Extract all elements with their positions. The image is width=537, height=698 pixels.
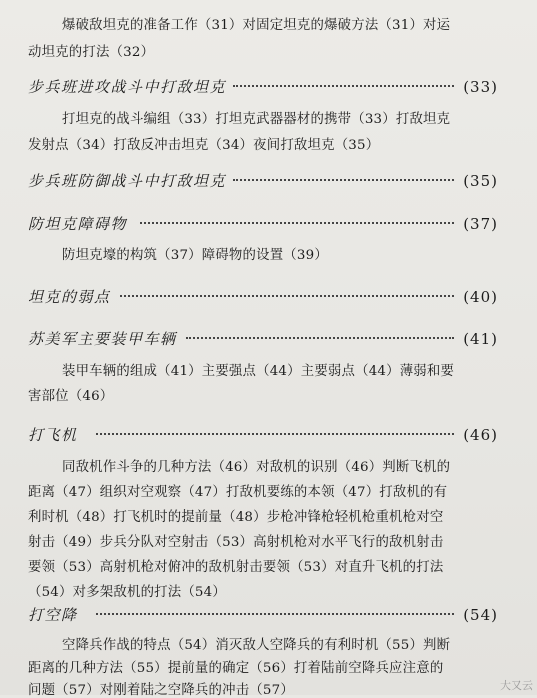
toc-text-line: 爆破敌坦克的准备工作（31）对固定坦克的爆破方法（31）对运 (62, 18, 451, 33)
toc-heading-title: 打空降 (28, 606, 78, 624)
leader-dots (96, 613, 454, 615)
toc-text-line: 害部位（46） (28, 389, 114, 404)
toc-heading-anti-airborne (28, 604, 498, 626)
toc-heading-page: (54) (463, 606, 498, 624)
leader-dots (186, 337, 454, 339)
toc-text-line: 打坦克的战斗编组（33）打坦克武器器材的携带（33）打敌坦克 (62, 112, 451, 127)
toc-heading-anti-aircraft (28, 424, 498, 446)
toc-text-line: 防坦克壕的构筑（37）障碍物的设置（39） (62, 248, 328, 263)
toc-heading-title: 苏美军主要装甲车辆 (28, 330, 177, 348)
toc-heading-page: (41) (463, 330, 498, 348)
toc-text-line: 射击（49）步兵分队对空射击（53）高射机枪对水平飞行的敌机射击 (28, 535, 444, 550)
toc-text-line: 要领（53）高射机枪对俯冲的敌机射击要领（53）对直升飞机的打法 (28, 560, 444, 575)
leader-dots (233, 85, 454, 87)
toc-text-line: （54）对多架敌机的打法（54） (28, 585, 226, 600)
toc-text-line: 发射点（34）打敌反冲击坦克（34）夜间打敌坦克（35） (28, 138, 380, 153)
toc-heading-title: 坦克的弱点 (28, 288, 111, 306)
toc-heading-title: 防坦克障碍物 (28, 215, 128, 233)
toc-heading-title: 步兵班进攻战斗中打敌坦克 (28, 78, 227, 96)
toc-heading-page: (33) (463, 78, 498, 96)
toc-text-line: 利时机（48）打飞机时的提前量（48）步枪冲锋枪轻机枪重机枪对空 (28, 510, 444, 525)
leader-dots (96, 433, 454, 435)
toc-text-line: 动坦克的打法（32） (28, 45, 155, 60)
toc-heading-infantry-defense (28, 170, 498, 192)
toc-heading-page: (46) (463, 426, 498, 444)
toc-heading-title: 步兵班防御战斗中打敌坦克 (28, 172, 227, 190)
toc-heading-page: (37) (463, 215, 498, 233)
toc-text-line: 空降兵作战的特点（54）消灭敌人空降兵的有利时机（55）判断 (62, 638, 451, 653)
toc-heading-page: (35) (463, 172, 498, 190)
toc-text-line: 距离（47）组织对空观察（47）打敌机要练的本领（47）打敌机的有 (28, 485, 448, 500)
toc-text-line: 同敌机作斗争的几种方法（46）对敌机的识别（46）判断飞机的 (62, 460, 451, 475)
leader-dots (140, 222, 454, 224)
toc-text-line: 问题（57）对刚着陆之空降兵的冲击（57） (28, 683, 294, 698)
toc-text-line: 距离的几种方法（55）提前量的确定（56）打着陆前空降兵应注意的 (28, 661, 444, 676)
toc-heading-title: 打飞机 (28, 426, 78, 444)
watermark: 大又云 (500, 679, 533, 692)
leader-dots (233, 179, 454, 181)
toc-heading-page: (40) (463, 288, 498, 306)
toc-heading-armored-vehicles (28, 328, 498, 350)
toc-heading-infantry-attack (28, 76, 498, 98)
toc-text-line: 装甲车辆的组成（41）主要强点（44）主要弱点（44）薄弱和要 (62, 364, 455, 379)
toc-heading-tank-weaknesses (28, 286, 498, 308)
leader-dots (120, 295, 454, 297)
toc-heading-anti-tank-obstacles (28, 213, 498, 235)
